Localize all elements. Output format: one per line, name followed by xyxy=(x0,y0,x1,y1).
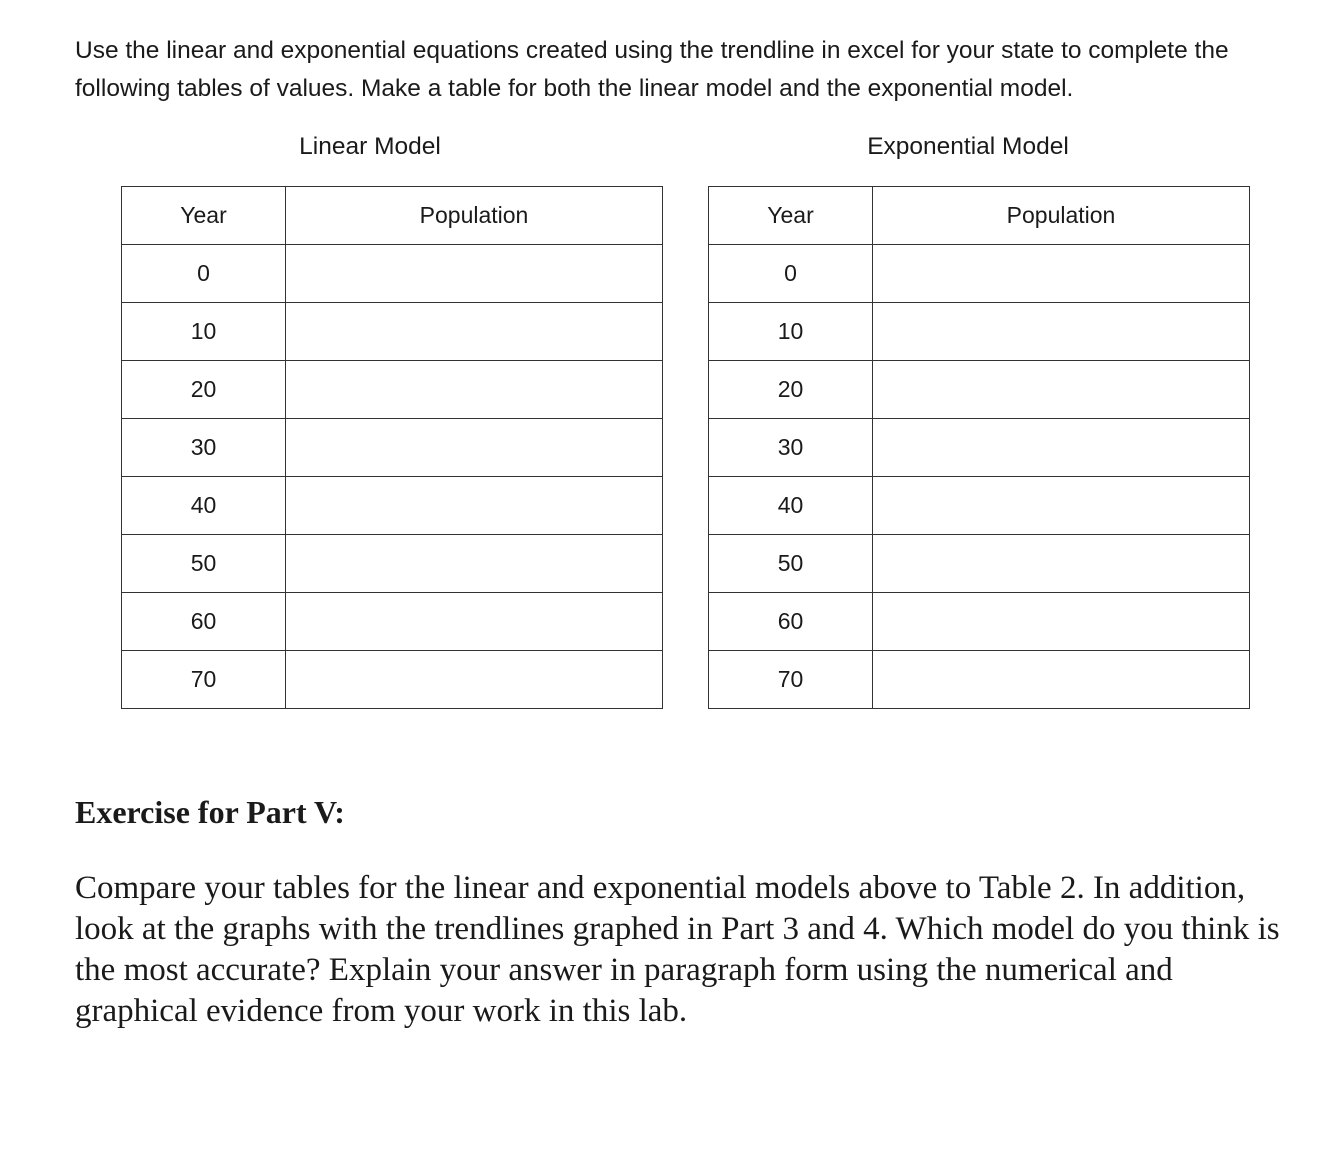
year-cell: 0 xyxy=(122,245,286,303)
table-row xyxy=(122,477,663,535)
population-cell[interactable] xyxy=(286,651,663,709)
exponential-model-table xyxy=(708,186,1250,709)
exercise-heading: Exercise for Part V: xyxy=(75,794,345,830)
population-cell[interactable] xyxy=(286,303,663,361)
table-row xyxy=(122,303,663,361)
linear-model-caption: Linear Model xyxy=(299,133,441,160)
table-row xyxy=(122,361,663,419)
exercise-prompt: Compare your tables for the linear and exponential models above to Table 2. In addition, look at the graphs with the trendlines graphed in Part 3 and 4. Which model do you think is the most accurate? Explain your answer in paragraph form using the numerical and graphical evidence from your work in this lab. xyxy=(75,870,1280,1029)
year-cell: 30 xyxy=(709,419,873,477)
table-row xyxy=(709,245,1250,303)
year-cell: 0 xyxy=(709,245,873,303)
table-row xyxy=(122,593,663,651)
table-row xyxy=(122,535,663,593)
population-cell[interactable] xyxy=(286,419,663,477)
population-cell[interactable] xyxy=(286,361,663,419)
table-header-row xyxy=(709,187,1250,245)
year-cell: 60 xyxy=(709,593,873,651)
year-cell: 10 xyxy=(709,303,873,361)
population-cell[interactable] xyxy=(286,535,663,593)
population-cell[interactable] xyxy=(873,651,1250,709)
population-cell[interactable] xyxy=(286,245,663,303)
table-row xyxy=(122,651,663,709)
table-row xyxy=(709,593,1250,651)
year-cell: 30 xyxy=(122,419,286,477)
table-row xyxy=(122,419,663,477)
year-cell: 50 xyxy=(122,535,286,593)
year-cell: 10 xyxy=(122,303,286,361)
year-cell: 40 xyxy=(122,477,286,535)
table-row xyxy=(709,651,1250,709)
year-cell: 60 xyxy=(122,593,286,651)
population-header: Population xyxy=(286,187,663,245)
table-header-row xyxy=(122,187,663,245)
population-cell[interactable] xyxy=(286,593,663,651)
year-header: Year xyxy=(122,187,286,245)
population-header: Population xyxy=(873,187,1250,245)
year-cell: 70 xyxy=(122,651,286,709)
table-row xyxy=(709,303,1250,361)
table-row xyxy=(709,535,1250,593)
population-cell[interactable] xyxy=(873,419,1250,477)
population-cell[interactable] xyxy=(873,477,1250,535)
year-cell: 50 xyxy=(709,535,873,593)
table-row xyxy=(709,361,1250,419)
population-cell[interactable] xyxy=(873,361,1250,419)
population-cell[interactable] xyxy=(873,593,1250,651)
table-row xyxy=(122,245,663,303)
year-header: Year xyxy=(709,187,873,245)
table-row xyxy=(709,477,1250,535)
table-row xyxy=(709,419,1250,477)
population-cell[interactable] xyxy=(873,535,1250,593)
instructions-text: Use the linear and exponential equations created using the trendline in excel for your state to complete the following tables of values. Make a table for both the linear model and the exponential model. xyxy=(75,37,1229,102)
year-cell: 40 xyxy=(709,477,873,535)
linear-model-table xyxy=(121,186,663,709)
population-cell[interactable] xyxy=(286,477,663,535)
exponential-model-caption: Exponential Model xyxy=(867,133,1069,160)
population-cell[interactable] xyxy=(873,303,1250,361)
year-cell: 20 xyxy=(122,361,286,419)
year-cell: 20 xyxy=(709,361,873,419)
year-cell: 70 xyxy=(709,651,873,709)
population-cell[interactable] xyxy=(873,245,1250,303)
